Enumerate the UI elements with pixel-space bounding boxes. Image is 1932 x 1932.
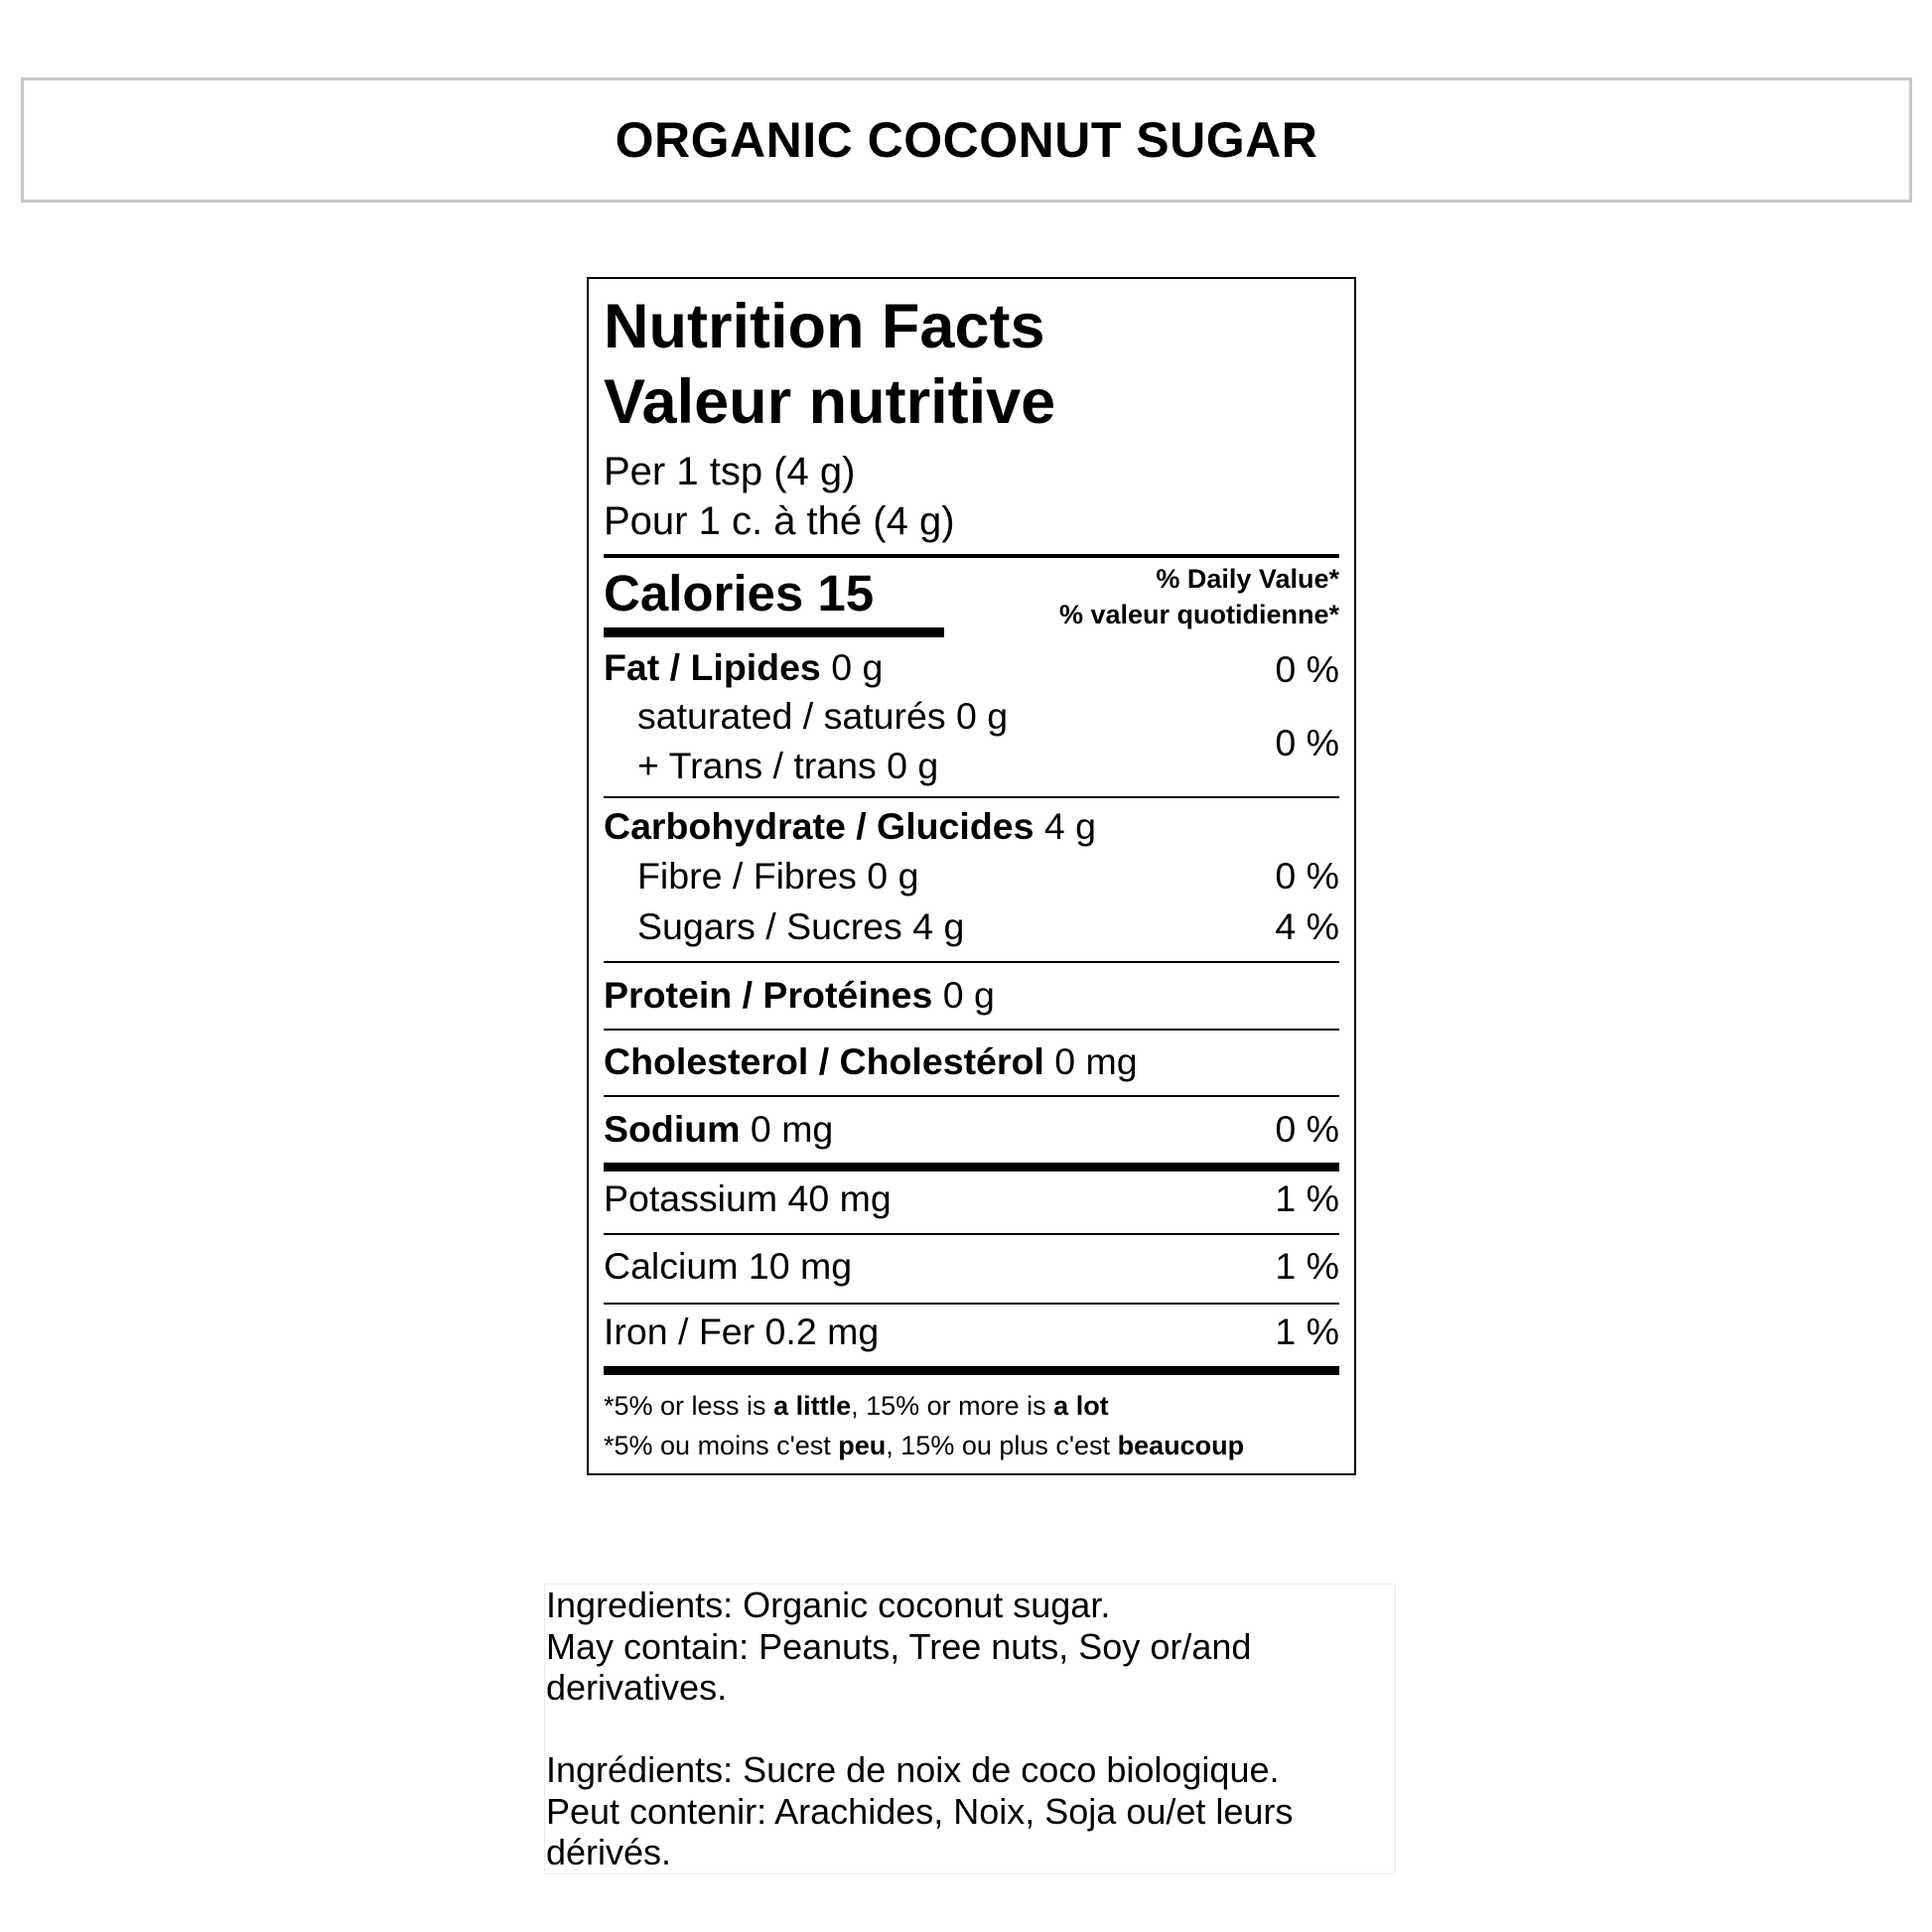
carbohydrate-label: Carbohydrate / Glucides — [604, 805, 1035, 847]
fat-dv: 0 % — [1275, 648, 1339, 690]
footnote-en-bold2: a lot — [1053, 1391, 1109, 1421]
footnote-fr-part2: , 15% ou plus c'est — [886, 1431, 1118, 1460]
footnote-en-part1: *5% or less is — [604, 1391, 774, 1421]
protein-amount: 0 g — [932, 974, 995, 1016]
divider-protein — [604, 1029, 1339, 1031]
sugars-dv: 4 % — [1275, 905, 1339, 947]
serving-size-fr: Pour 1 c. à thé (4 g) — [604, 499, 955, 543]
calories-underline — [604, 627, 944, 637]
potassium-row: Potassium 40 mg — [604, 1177, 892, 1219]
carbohydrate-amount: 4 g — [1034, 805, 1097, 847]
daily-value-header-fr: % valeur quotidienne* — [1058, 600, 1339, 629]
sodium-amount: 0 mg — [740, 1108, 834, 1150]
protein-row — [604, 974, 995, 1016]
ingredients-spacer — [546, 1709, 1395, 1750]
ingredients-fr-line1: Ingrédients: Sucre de noix de coco biologique. — [546, 1749, 1280, 1790]
nutrition-title-fr: Valeur nutritive — [604, 367, 1056, 437]
divider-iron-thick — [604, 1366, 1339, 1375]
ingredients-fr-line2: Peut contenir: Arachides, Noix, Soja ou/et leurs — [546, 1790, 1294, 1832]
footnote-en — [604, 1393, 1109, 1420]
cholesterol-amount: 0 mg — [1043, 1040, 1138, 1082]
saturated-row: saturated / saturés 0 g — [637, 695, 1009, 737]
divider-calcium — [604, 1303, 1339, 1305]
fat-amount: 0 g — [820, 646, 884, 688]
divider-serving — [604, 554, 1339, 558]
fat-label: Fat / Lipides — [604, 646, 821, 688]
footnote-fr-part1: *5% ou moins c'est — [604, 1431, 839, 1460]
footnote-fr — [604, 1433, 1244, 1459]
sodium-label: Sodium — [604, 1108, 741, 1150]
iron-dv: 1 % — [1275, 1311, 1339, 1352]
calcium-row: Calcium 10 mg — [604, 1245, 853, 1287]
nutrition-facts-table — [587, 277, 1356, 1475]
ingredients-fr-line3: dérivés. — [546, 1832, 672, 1872]
sugars-row: Sugars / Sucres 4 g — [637, 905, 965, 947]
product-title-box — [21, 77, 1912, 203]
calories: Calories 15 — [604, 565, 875, 621]
ingredients-en-line1: Ingredients: Organic coconut sugar. — [546, 1585, 1111, 1625]
fibre-dv: 0 % — [1275, 855, 1339, 897]
footnote-en-part2: , 15% or more is — [851, 1391, 1054, 1421]
footnote-en-bold1: a little — [773, 1391, 852, 1421]
footnote-fr-bold1: peu — [838, 1431, 887, 1460]
ingredients-box — [544, 1584, 1396, 1874]
ingredients-en-line3: derivatives. — [546, 1667, 728, 1708]
divider-sodium-thick — [604, 1163, 1339, 1172]
potassium-dv: 1 % — [1275, 1177, 1339, 1219]
carbohydrate-row — [604, 805, 1097, 847]
fat-row — [604, 646, 884, 688]
serving-size-en: Per 1 tsp (4 g) — [604, 450, 856, 493]
cholesterol-label: Cholesterol / Cholestérol — [604, 1040, 1044, 1082]
iron-row: Iron / Fer 0.2 mg — [604, 1311, 880, 1352]
divider-carbs — [604, 961, 1339, 963]
footnote-fr-bold2: beaucoup — [1117, 1431, 1245, 1460]
trans-row: + Trans / trans 0 g — [637, 745, 939, 786]
divider-potassium — [604, 1233, 1339, 1235]
fibre-row: Fibre / Fibres 0 g — [637, 855, 919, 897]
divider-cholesterol — [604, 1095, 1339, 1097]
calcium-dv: 1 % — [1275, 1245, 1339, 1287]
daily-value-header-en: % Daily Value* — [1156, 564, 1339, 594]
sat-trans-dv: 0 % — [1275, 722, 1339, 763]
cholesterol-row — [604, 1040, 1138, 1082]
product-title: ORGANIC COCONUT SUGAR — [615, 112, 1318, 168]
ingredients-en-line2: May contain: Peanuts, Tree nuts, Soy or/and — [546, 1625, 1252, 1667]
nutrition-title-en: Nutrition Facts — [604, 292, 1045, 361]
protein-label: Protein / Protéines — [604, 974, 933, 1016]
sodium-dv: 0 % — [1275, 1108, 1339, 1150]
sodium-row — [604, 1108, 834, 1150]
divider-fat — [604, 796, 1339, 798]
